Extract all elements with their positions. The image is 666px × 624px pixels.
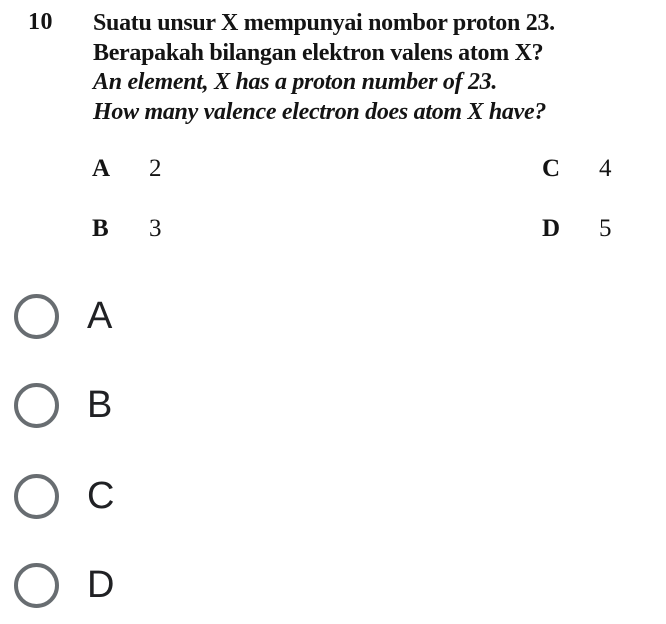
question-line-english-2: How many valence electron does atom X have?: [93, 98, 547, 125]
radio-option-b[interactable]: [14, 383, 112, 428]
question-line-english-1: An element, X has a proton number of 23.: [93, 69, 498, 95]
printed-choice-d: [542, 216, 612, 241]
printed-choice-c-letter: C: [542, 155, 561, 182]
question-scan-image: [0, 0, 666, 260]
radio-button-c-icon[interactable]: [14, 474, 59, 519]
printed-choice-b: [92, 216, 162, 241]
radio-option-b-label[interactable]: B: [87, 384, 113, 426]
printed-choice-d-value: 5: [599, 215, 612, 242]
radio-button-a-icon[interactable]: [14, 294, 59, 339]
question-line-malay-2: Berapakah bilangan elektron valens atom X?: [93, 39, 544, 66]
printed-choice-c-value: 4: [599, 155, 612, 182]
radio-option-a[interactable]: [14, 294, 112, 339]
radio-option-d-label[interactable]: D: [87, 564, 115, 606]
question-number: 10: [28, 9, 53, 35]
printed-choice-c: [542, 156, 612, 181]
printed-choice-a-value: 2: [149, 155, 162, 182]
radio-button-b-icon[interactable]: [14, 383, 59, 428]
printed-choice-d-letter: D: [542, 215, 561, 242]
radio-option-c[interactable]: [14, 474, 114, 519]
printed-choice-b-value: 3: [149, 215, 162, 242]
question-text-block: [93, 9, 613, 127]
radio-option-a-label[interactable]: A: [87, 295, 113, 337]
radio-option-d[interactable]: [14, 563, 114, 608]
radio-option-c-label[interactable]: C: [87, 475, 115, 517]
printed-choice-a-letter: A: [92, 155, 111, 182]
printed-choice-b-letter: B: [92, 215, 109, 242]
radio-button-d-icon[interactable]: [14, 563, 59, 608]
printed-choice-a: [92, 156, 162, 181]
question-line-malay-1: Suatu unsur X mempunyai nombor proton 23.: [93, 10, 555, 36]
